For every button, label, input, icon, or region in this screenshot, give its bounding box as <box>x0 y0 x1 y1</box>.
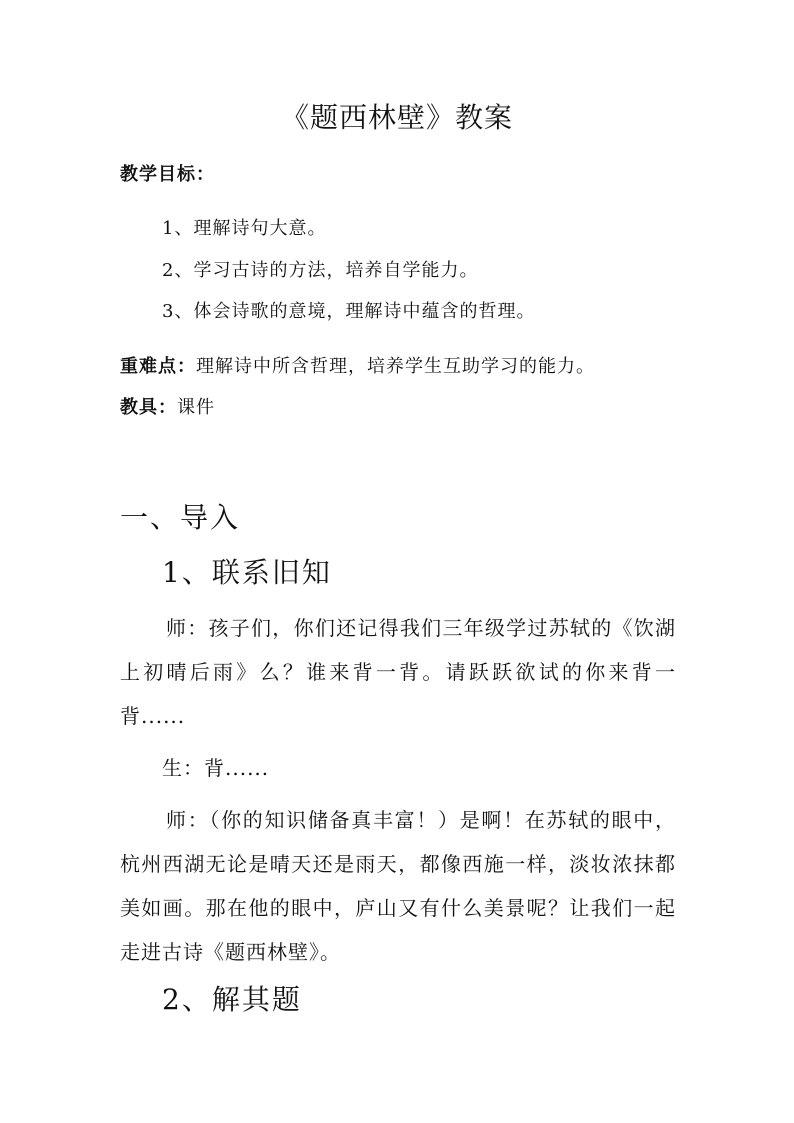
tools-text: 课件 <box>177 397 215 418</box>
teacher-text-2: 师：（你的知识储备真丰富！）是啊！在苏轼的眼中，杭州西湖无论是晴天还是雨天，都像西施一样，淡妆浓抹都美如画。那在他的眼中，庐山又有什么美景呢？让我们一起走进古诗《题西林壁》。 <box>120 808 676 964</box>
teacher-text-1: 师：孩子们，你们还记得我们三年级学过苏轼的《饮湖上初晴后雨》么？谁来背一背。请跃跃欲试的你来背一背...... <box>120 616 676 728</box>
key-points-text: 理解诗中所含哲理，培养学生互助学习的能力。 <box>196 356 595 377</box>
objective-item-1: 1、理解诗句大意。 <box>162 218 327 239</box>
section-heading-intro: 一、导入 <box>120 501 241 534</box>
tools-line <box>120 393 215 423</box>
teacher-paragraph-1 <box>120 606 676 738</box>
tools-label: 教具： <box>120 397 177 418</box>
objective-item-2: 2、学习古诗的方法，培养自学能力。 <box>162 260 479 281</box>
objective-item-3: 3、体会诗歌的意境，理解诗中蕴含的哲理。 <box>162 301 536 322</box>
student-line-1: 生：背...... <box>162 756 270 780</box>
key-points-line <box>120 352 595 382</box>
subheading-title-explain: 2、解其题 <box>162 983 302 1016</box>
teacher-paragraph-2 <box>120 798 676 974</box>
subheading-review: 1、联系旧知 <box>162 556 332 589</box>
key-points-label: 重难点： <box>120 356 196 377</box>
objectives-label: 教学目标： <box>120 164 215 185</box>
document-title: 《题西林壁》教案 <box>280 101 513 134</box>
